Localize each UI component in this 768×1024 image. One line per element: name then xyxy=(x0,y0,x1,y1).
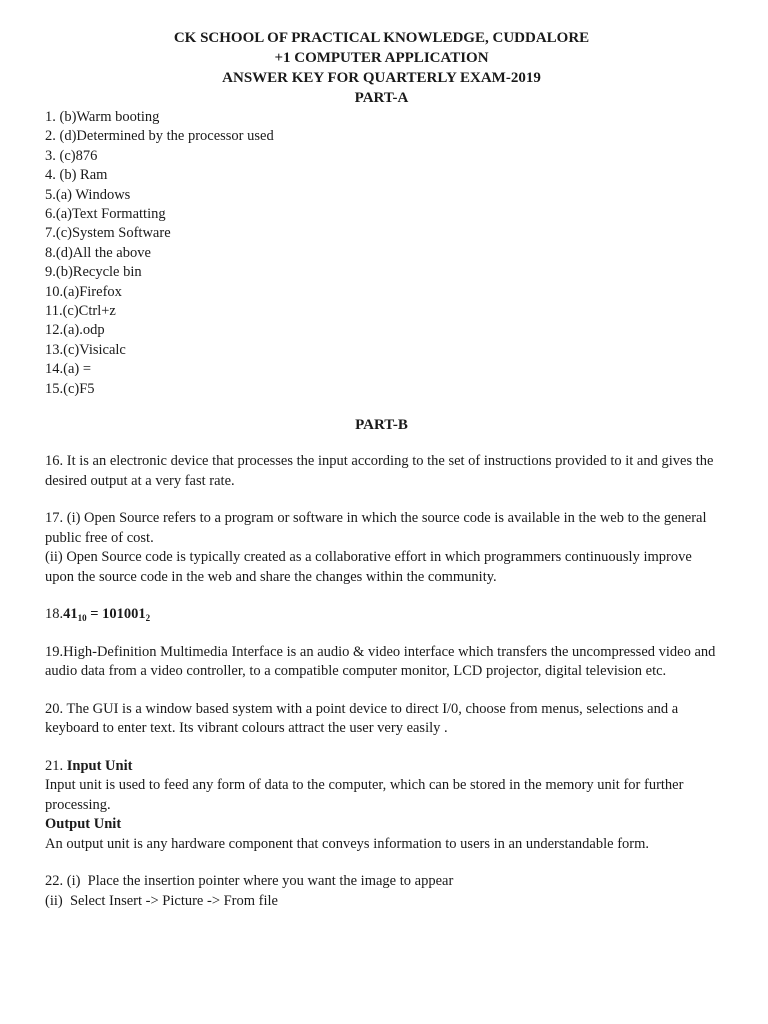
answer-21-input-text: Input unit is used to feed any form of data to the computer, which can be stored in the memory unit for further processing. xyxy=(45,777,684,813)
list-item: 5.(a) Windows xyxy=(45,186,131,203)
list-item: 11.(c)Ctrl+z xyxy=(45,303,116,320)
answer-18-equals: = xyxy=(86,606,103,623)
list-item: 10.(a)Firefox xyxy=(45,283,122,300)
course-title: +1 COMPUTER APPLICATION xyxy=(274,50,489,66)
part-a-answer-list xyxy=(45,108,718,399)
answer-18-lhs-base: 10 xyxy=(77,613,87,624)
answer-20: 20. The GUI is a window based system with a point device to direct I/0, choose from menus, selections and a keyboard to enter text. Its vibrant colours attract the user very easily . xyxy=(45,700,679,737)
answer-21-output-text: An output unit is any hardware component that conveys information to users in an understandable form. xyxy=(45,835,650,852)
list-item: 12.(a).odp xyxy=(45,322,105,339)
list-item: 1. (b)Warm booting xyxy=(45,109,160,125)
answer-18-lhs: 41 xyxy=(63,606,78,623)
answer-21-number: 21. xyxy=(45,757,67,774)
list-item: 3. (c)876 xyxy=(45,147,98,164)
document-header xyxy=(45,28,718,108)
list-item: 7.(c)System Software xyxy=(45,225,171,242)
list-item: 8.(d)All the above xyxy=(45,244,151,261)
answer-18-rhs: 101001 xyxy=(102,606,146,623)
list-item: 13.(c)Visicalc xyxy=(45,341,126,358)
answer-18-rhs-base: 2 xyxy=(145,613,151,624)
list-item: 15.(c)F5 xyxy=(45,380,95,397)
answer-18-number: 18. xyxy=(45,606,64,623)
school-name: CK SCHOOL OF PRACTICAL KNOWLEDGE, CUDDALORE xyxy=(173,30,590,46)
answer-18-decimal xyxy=(63,606,150,622)
input-unit-heading: Input Unit xyxy=(66,757,133,774)
part-a-heading: PART-A xyxy=(354,90,409,106)
exam-title: ANSWER KEY FOR QUARTERLY EXAM-2019 xyxy=(222,70,541,86)
answer-17-i: 17. (i) Open Source refers to a program or software in which the source code is available in the web to the general public free of cost. xyxy=(45,510,707,546)
answer-22-ii: (ii) Select Insert -> Picture -> From file xyxy=(45,892,278,909)
answer-18 xyxy=(45,605,718,625)
list-item: 2. (d)Determined by the processor used xyxy=(45,128,274,145)
answer-17-ii: (ii) Open Source code is typically created as a collaborative effort in which programmers continuously improve upon the source code in the web and share the changes within the community. xyxy=(45,549,692,585)
list-item: 6.(a)Text Formatting xyxy=(45,206,166,223)
answer-19: 19.High-Definition Multimedia Interface is an audio & video interface which transfers the uncompressed video and audio data from a video controller, to a compatible computer monitor, LCD projector, digital television etc. xyxy=(45,643,716,680)
list-item: 4. (b) Ram xyxy=(45,167,108,184)
answer-16: 16. It is an electronic device that processes the input according to the set of instructions provided to it and gives the desired output at a very fast rate. xyxy=(45,453,714,489)
part-b-heading: PART-B xyxy=(355,417,408,434)
list-item: 14.(a) = xyxy=(45,361,92,378)
answer-21-input-heading xyxy=(45,757,718,777)
answer-22-i: 22. (i) Place the insertion pointer where you want the image to appear xyxy=(45,873,454,890)
output-unit-heading: Output Unit xyxy=(45,816,122,833)
list-item: 9.(b)Recycle bin xyxy=(45,264,142,281)
